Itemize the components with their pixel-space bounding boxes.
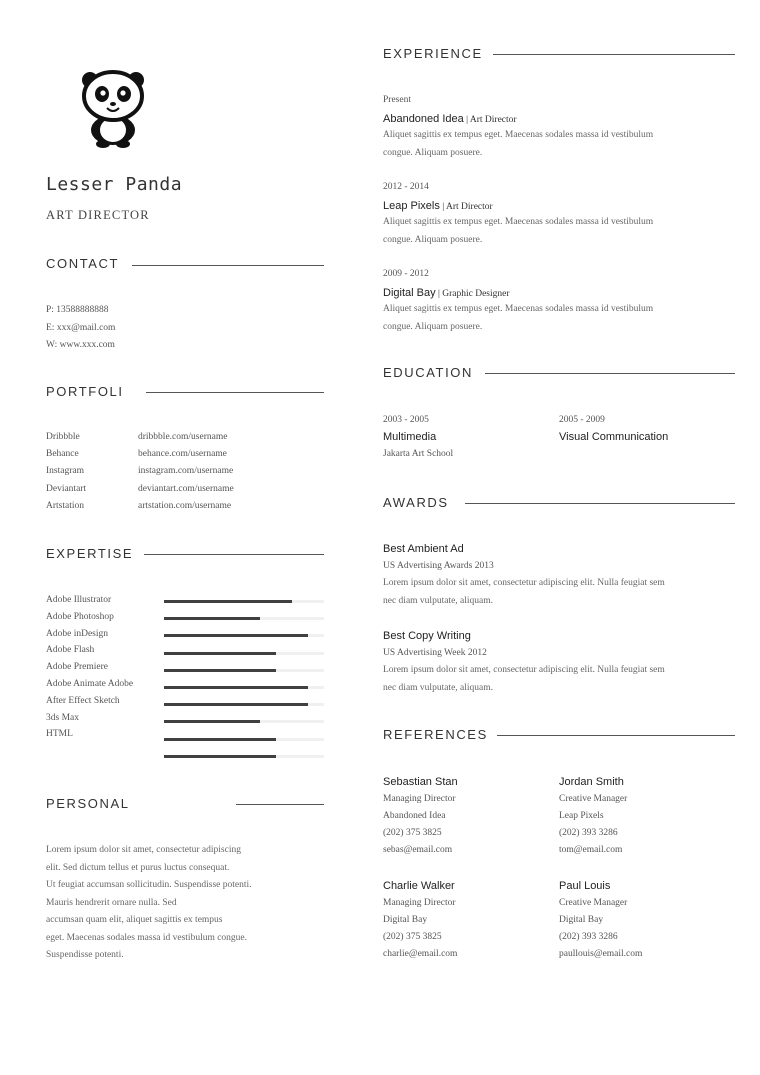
award-title: Best Copy Writing [383, 630, 471, 642]
skill-bar-track [164, 686, 324, 689]
reference-company: Digital Bay [559, 915, 604, 925]
experience-item [383, 92, 743, 162]
skill-label: Adobe Illustrator [46, 595, 112, 605]
personal-divider [236, 804, 324, 805]
reference-card [559, 877, 729, 963]
portfolio-url[interactable]: behance.com/username [138, 449, 227, 460]
job-separator: | [463, 115, 470, 125]
personal-line: Ut feugiat accumsan sollicitudin. Suspendisse potenti. [46, 880, 252, 890]
skill-bar-track [164, 738, 324, 741]
job-description: Aliquet sagittis ex tempus eget. Maecenas sodales massa id vestibulum [383, 304, 654, 314]
personal-heading: PERSONAL [46, 796, 130, 811]
skill-bar-fill [164, 652, 276, 655]
personal-line: Lorem ipsum dolor sit amet, consectetur adipiscing [46, 845, 241, 855]
profile-title: ART DIRECTOR [46, 208, 150, 222]
contact-website: W: www.xxx.com [46, 340, 115, 350]
expertise-divider [144, 554, 324, 555]
skill-bar-fill [164, 617, 260, 620]
skill-bar-fill [164, 755, 276, 758]
portfolio-heading: PORTFOLI [46, 384, 124, 399]
reference-name: Charlie Walker [383, 880, 455, 892]
reference-position: Managing Director [383, 794, 456, 804]
award-description: nec diam vulputate, aliquam. [383, 682, 494, 693]
award-description: Lorem ipsum dolor sit amet, consectetur adipiscing elit. Nulla feugiat sem [383, 578, 665, 588]
reference-name: Sebastian Stan [383, 776, 458, 788]
job-header [383, 196, 743, 214]
portfolio-url[interactable]: dribbble.com/username [138, 432, 228, 442]
skill-label: Adobe inDesign [46, 628, 109, 639]
skill-bar-fill [164, 600, 292, 603]
job-company: Digital Bay [383, 287, 436, 299]
awards-divider [465, 503, 735, 504]
personal-line: elit. Sed dictum tellus et purus luctus consequat. [46, 862, 230, 873]
profile-name: Lesser Panda [46, 174, 183, 195]
skill-label: After Effect Sketch [46, 695, 120, 706]
education-heading: EDUCATION [383, 365, 473, 380]
job-description: congue. Aliquam posuere. [383, 147, 483, 158]
skill-label: Adobe Flash [46, 645, 95, 656]
job-role: Art Director [469, 115, 517, 125]
reference-company: Digital Bay [383, 915, 428, 925]
education-period: 2003 - 2005 [383, 415, 429, 425]
reference-card [559, 773, 729, 859]
education-divider [485, 373, 735, 374]
job-separator: | [435, 289, 443, 299]
skill-bar-fill [164, 703, 308, 706]
job-period: Present [383, 95, 411, 105]
personal-line: eget. Maecenas sodales massa id vestibulum congue. [46, 932, 248, 943]
skill-bar-fill [164, 720, 260, 723]
avatar [78, 66, 148, 148]
award-org: US Advertising Week 2012 [383, 648, 487, 658]
experience-heading: EXPERIENCE [383, 46, 483, 61]
skill-label: Adobe Photoshop [46, 611, 114, 622]
job-header [383, 109, 743, 127]
portfolio-row [46, 481, 234, 498]
job-period: 2012 - 2014 [383, 182, 429, 192]
job-separator: | [439, 202, 447, 212]
job-period: 2009 - 2012 [383, 269, 429, 279]
skill-label: Adobe Premiere [46, 662, 108, 673]
skill-bar-track [164, 755, 324, 758]
portfolio-row [46, 429, 234, 446]
reference-phone: (202) 393 3286 [559, 932, 618, 942]
contact-phone: P: 13588888888 [46, 305, 109, 315]
education-school: Jakarta Art School [383, 449, 454, 459]
job-description: Aliquet sagittis ex tempus eget. Maecenas sodales massa id vestibulum [383, 130, 654, 140]
reference-position: Managing Director [383, 898, 456, 908]
experience-item [383, 266, 743, 336]
education-degree: Multimedia [383, 431, 437, 443]
skill-bar-fill [164, 669, 276, 672]
experience-divider [493, 54, 735, 55]
skill-bar-track [164, 617, 324, 620]
job-description: congue. Aliquam posuere. [383, 321, 483, 332]
reference-phone: (202) 375 3825 [383, 932, 442, 942]
job-company: Leap Pixels [383, 200, 440, 212]
experience-item [383, 179, 743, 249]
contact-divider [132, 265, 324, 266]
portfolio-row [46, 463, 234, 480]
reference-card [383, 773, 553, 859]
skill-bar-track [164, 720, 324, 723]
portfolio-site: Artstation [46, 500, 84, 511]
skill-label: HTML [46, 729, 73, 740]
skill-bar-track [164, 652, 324, 655]
reference-position: Creative Manager [559, 794, 628, 804]
skill-bar-fill [164, 686, 308, 689]
skill-bar-track [164, 600, 324, 603]
reference-company: Leap Pixels [559, 811, 604, 821]
skill-bar-track [164, 669, 324, 672]
skill-bar-track [164, 703, 324, 706]
education-item [559, 412, 679, 444]
reference-position: Creative Manager [559, 898, 628, 908]
reference-email[interactable]: paullouis@email.com [559, 949, 643, 959]
reference-name: Jordan Smith [559, 776, 624, 788]
award-org: US Advertising Awards 2013 [383, 561, 494, 571]
portfolio-url[interactable]: artstation.com/username [138, 500, 232, 511]
reference-phone: (202) 393 3286 [559, 828, 618, 838]
portfolio-list [46, 429, 234, 515]
contact-email: E: xxx@mail.com [46, 322, 116, 333]
portfolio-row [46, 446, 234, 463]
personal-line: accumsan quam elit, aliquet sagittis ex tempus [46, 915, 223, 925]
portfolio-site: Deviantart [46, 483, 87, 494]
personal-text [46, 842, 336, 965]
portfolio-row [46, 498, 234, 515]
awards-heading: AWARDS [383, 495, 449, 510]
award-description: nec diam vulputate, aliquam. [383, 595, 494, 606]
portfolio-site: Behance [46, 449, 79, 460]
education-degree: Visual Communication [559, 431, 669, 443]
reference-name: Paul Louis [559, 880, 611, 892]
references-divider [497, 735, 735, 736]
award-item [383, 628, 743, 697]
reference-company: Abandoned Idea [383, 811, 446, 821]
skill-label: Adobe Animate Adobe [46, 678, 134, 689]
job-header [383, 283, 743, 301]
skill-bar-fill [164, 634, 308, 637]
job-role: Art Director [446, 202, 493, 212]
reference-card [383, 877, 553, 963]
job-company: Abandoned Idea [383, 113, 464, 125]
references-heading: REFERENCES [383, 727, 488, 742]
contact-list [46, 302, 115, 355]
contact-heading: CONTACT [46, 256, 120, 271]
job-description: Aliquet sagittis ex tempus eget. Maecenas sodales massa id vestibulum [383, 217, 654, 227]
reference-email[interactable]: charlie@email.com [383, 949, 458, 959]
award-item [383, 541, 743, 610]
personal-line: Suspendisse potenti. [46, 950, 124, 960]
education-item [383, 412, 543, 463]
job-role: Graphic Designer [442, 289, 510, 299]
portfolio-url[interactable]: instagram.com/username [138, 466, 234, 477]
skills-list [46, 592, 133, 743]
education-period: 2005 - 2009 [559, 415, 605, 425]
skill-label: 3ds Max [46, 712, 79, 723]
job-description: congue. Aliquam posuere. [383, 234, 483, 245]
reference-email[interactable]: sebas@email.com [383, 845, 453, 855]
reference-phone: (202) 375 3825 [383, 828, 442, 838]
award-title: Best Ambient Ad [383, 543, 464, 555]
portfolio-site: Instagram [46, 466, 84, 477]
portfolio-site: Dribbble [46, 432, 80, 442]
portfolio-divider [146, 392, 324, 393]
portfolio-url[interactable]: deviantart.com/username [138, 483, 234, 494]
panda-icon [78, 66, 148, 148]
expertise-heading: EXPERTISE [46, 546, 134, 561]
reference-email[interactable]: tom@email.com [559, 845, 623, 855]
skill-bar-fill [164, 738, 276, 741]
skill-bar-track [164, 634, 324, 637]
award-description: Lorem ipsum dolor sit amet, consectetur adipiscing elit. Nulla feugiat sem [383, 665, 665, 675]
personal-line: Mauris hendrerit ornare nulla. Sed [46, 897, 177, 908]
